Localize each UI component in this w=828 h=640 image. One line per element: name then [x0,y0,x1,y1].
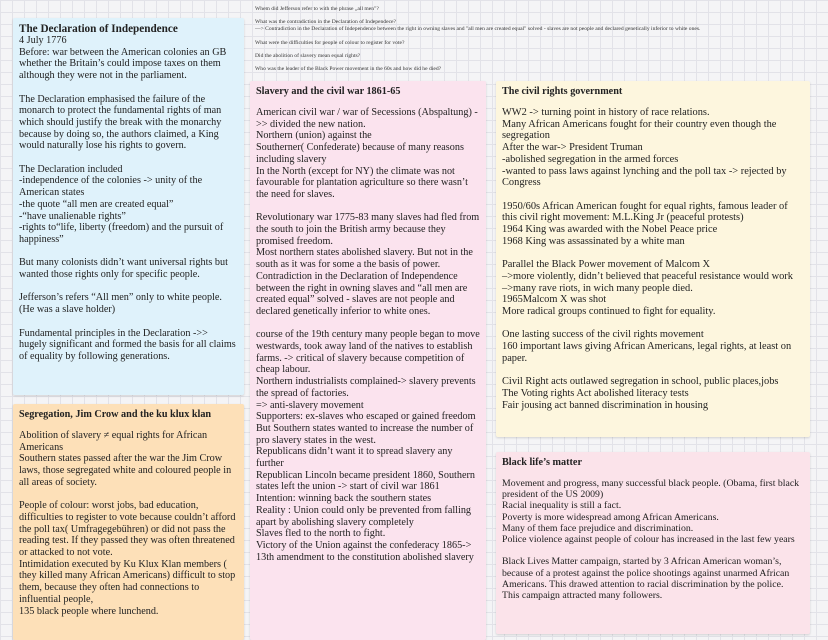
note-civil-rights[interactable] [496,81,810,437]
note-paragraph: Fundamental principles in the Declaration ->> hugely significant and formed the basis for all claims of equality by following generations. [19,327,236,362]
note-paragraph: The Declaration included -independence of the colonies -> unity of the American states -the quote “all men are created equal” -“have unalienable rights” -rights to“life, liberty (freedom) and the pursuit of happiness” [19,163,224,245]
question-line: Whem did Jefferson refer to with the phrase „all men"? [255,6,379,12]
note-paragraph: 4 July 1776 Before: war between the American colonies an GB whether the Britain’s could impose taxes on them although they were not in the parliament. [19,35,227,82]
note-paragraph: One lasting success of the civil rights movement 160 important laws giving African Americans, legal rights, at least on paper. [502,329,792,364]
note-title: The Declaration of Independence [19,23,178,35]
note-title: The civil rights government [502,86,623,97]
note-title: Slavery and the civil war 1861-65 [256,86,401,97]
note-paragraph: Parallel the Black Power movement of Malcom X –>more violently, didn’t believed that peaceful resistance would work –>many rave riots, in wich many people died. 1965Malcom X was shot More radical groups continued to fight for equality. [502,259,793,317]
note-paragraph: Revolutionary war 1775-83 many slaves had fled from the south to join the British army because they promised freedom. Most northern states abolished slavery. But not in the south as it was for some a the basis of power. Contradiction in the Declaration of Independence between the right in owning slaves and “all men are created equal” solved - slaves are not people and declared genetically inferior to white ones. [256,212,480,317]
note-body [19,430,238,617]
note-paragraph: The Declaration emphasised the failure of the monarch to protect the fundamental rights of man which should justify the break with the monarchy because by doing so, the authors claimed, a King would naturally lose his rights to govern. [19,93,222,152]
note-paragraph: Black Lives Matter campaign, started by 3 African American woman’s, because of a protest against the police shootings against unarmed African Americans. This drawed attention to racial discrimination by the police. This campaign attracted many followers. [502,556,790,602]
note-paragraph: course of the 19th century many people began to move westwards, took away land of the natives to establish farms. -> critical of slavery because competition of cheap labour. Northern industrialists complained-> slavery prevents the spread of factories. => anti-slavery movement Supporters: ex-slaves who escaped or gained freedom But Southern states wanted to increase the number of pro slavery states in the west. Republicans didn’t want it to spread slavery any further Republican Lincoln became president 1860, Southern states left the union -> start of civil war 1861 Intention: winning back the southern states Reality : Union could only be prevented from falling apart by abolishing slavery completely Slaves fled to the north to fight. Victory of the Union against the confederacy 1865-> 13th amendment to the constitution abolished slavery [256,329,480,563]
note-body [502,107,804,411]
question-line: Did the abolition of slavery mean equal rights? [255,53,361,59]
note-paragraph: WW2 -> turning point in history of race relations. Many African Americans fought for their country even though the segregation After the war-> President Truman -abolished segregation in the armed forces -wanted to pass laws against lynching and the poll tax -> rejected by Congress [502,107,787,189]
note-body [19,35,238,363]
note-title: Black life’s matter [502,457,582,468]
note-paragraph: 1950/60s African American fought for equal rights, famous leader of this civil right movement: M.L.King Jr (peaceful protests) 1964 King was awarded with the Nobel Peace price 1968 King was assassinated by a white man [502,200,788,247]
note-black-lives-matter[interactable] [496,452,810,634]
note-body [502,478,804,601]
note-paragraph: People of colour: worst jobs, bad education, difficulties to register to vote because couldn’t afford the poll tax( Umfragegebühren) or did not pass the reading test. If they passed they was often threatened or attacked to not vote. Intimidation executed by Ku Klux Klan members ( they killed many African Americans) difficult to stop them, because they often had connections to influential people, 135 black people where lunchend. [19,500,236,617]
note-paragraph: Civil Right acts outlawed segregation in school, public places,jobs The Voting rights Act abolished literacy tests Fair jousing act banned discrimination in housing [502,376,779,411]
note-paragraph: Movement and progress, many successful black people. (Obama, first black president of the US 2009) Racial inequality is still a fact. Poverty is more widespread among African Americans. Many of them face prejudice and discrimination. Police violence against people of colour has increased in the last few years [502,478,800,546]
question-line: —> Contradiction in the Declaration of Independence between the right in owning slaves and "all men are created equal" solved - slaves are not people and declared genetically inferior to white ones. [255,26,701,32]
note-paragraph: But many colonists didn’t want universal rights but wanted those rights only for specific people. [19,257,228,281]
note-slavery-civil-war[interactable] [250,81,486,640]
note-title: Segregation, Jim Crow and the ku klux klan [19,409,212,420]
note-segregation[interactable] [13,404,244,640]
note-declaration[interactable] [13,18,244,395]
question-line: What were the difficulties for people of colour to register for vote? [255,40,405,46]
note-paragraph: Jefferson’s refers “All men” only to white people. (He was a slave holder) [19,292,222,316]
question-line: What was the contradiction in the Declaration of Independece? [255,19,397,25]
question-line: Who was the leader of the Black Power movement in the 60s and how did he died? [255,66,442,72]
note-paragraph: Abolition of slavery ≠ equal rights for African Americans Southern states passed after the war the Jim Crow laws, those segregated white and coloured people in all areas of society. [19,430,232,488]
note-body [256,107,480,563]
note-paragraph: American civil war / war of Secessions (Abspaltung) ->> divided the new nation. Northern (union) against the Southerner( Confederate) because of many reasons including slavery In the North (except for NY) the climate was not favourable for plantation agriculture so there wasn’t the need for slaves. [256,107,478,200]
